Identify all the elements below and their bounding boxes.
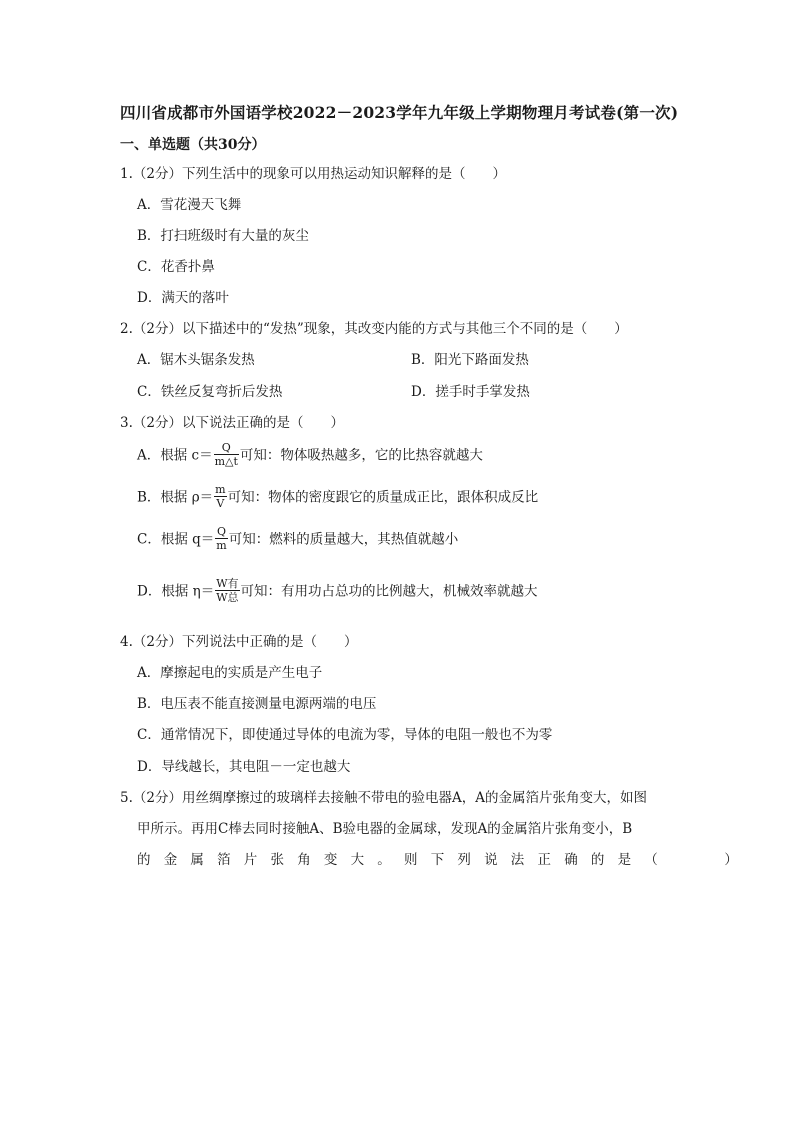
fraction-numerator: Q xyxy=(216,525,226,538)
question-4-option-b[interactable]: B．电压表不能直接测量电源两端的电压 xyxy=(137,696,377,712)
question-1-option-b[interactable]: B．打扫班级时有大量的灰尘 xyxy=(137,228,309,244)
question-5-stem-line-2: 甲所示。再用C棒去同时接触A、B验电器的金属球，发现A的金属箔片张角变小，B xyxy=(137,821,633,837)
question-4-option-a[interactable]: A．摩擦起电的实质是产生电子 xyxy=(137,665,323,681)
question-2-stem: 2.（2分）以下描述中的“发热”现象，其改变内能的方式与其他三个不同的是（ ） xyxy=(120,321,628,337)
formula-fraction xyxy=(215,578,239,604)
fraction-denominator: W总 xyxy=(216,591,239,604)
option-d-prefix: D．根据 η＝ xyxy=(137,583,215,600)
option-a-prefix: A．根据 c＝ xyxy=(137,447,213,464)
formula-fraction xyxy=(214,484,226,510)
option-b-text: 可知：物体的密度跟它的质量成正比，跟体积成反比 xyxy=(227,489,539,506)
option-a-text: 可知：物体吸热越多，它的比热容就越大 xyxy=(239,447,483,464)
fraction-numerator: Q xyxy=(214,442,239,455)
question-1-stem: 1.（2分）下列生活中的现象可以用热运动知识解释的是（ ） xyxy=(120,166,506,182)
question-5-stem-line-3: 的金属箔片张角变大。则下列说法正确的是（ ） xyxy=(137,852,752,868)
question-2-option-a[interactable]: A．锯木头锯条发热 xyxy=(137,352,255,368)
formula-fraction xyxy=(214,442,239,468)
question-1-option-c[interactable]: C．花香扑鼻 xyxy=(137,259,215,275)
formula-fraction xyxy=(215,526,227,552)
fraction-denominator: m xyxy=(216,539,227,552)
option-b-prefix: B．根据 ρ＝ xyxy=(137,489,214,506)
question-4-stem: 4.（2分）下列说法中正确的是（ ） xyxy=(120,634,358,650)
question-3-option-a[interactable] xyxy=(137,443,483,469)
question-5-stem-line-1: 5.（2分）用丝绸摩擦过的玻璃样去接触不带电的验电器A，A的金属箔片张角变大，如图 xyxy=(120,790,647,806)
option-c-prefix: C．根据 q＝ xyxy=(137,531,215,548)
section-heading: 一、单选题（共30分） xyxy=(120,137,266,153)
question-2-option-c[interactable]: C．铁丝反复弯折后发热 xyxy=(137,384,283,400)
question-3-option-d[interactable] xyxy=(137,579,538,605)
question-1-option-a[interactable]: A．雪花漫天飞舞 xyxy=(137,197,242,213)
option-c-text: 可知：燃料的质量越大，其热值就越小 xyxy=(228,531,459,548)
question-3-option-c[interactable] xyxy=(137,527,458,553)
fraction-numerator: m xyxy=(215,483,226,496)
question-4-option-d[interactable]: D．导线越长，其电阻－一定也越大 xyxy=(137,759,351,775)
question-3-stem: 3.（2分）以下说法正确的是（ ） xyxy=(120,415,344,431)
question-3-option-b[interactable] xyxy=(137,485,538,511)
question-1-option-d[interactable]: D．满天的落叶 xyxy=(137,290,229,306)
fraction-denominator: m△t xyxy=(214,455,238,468)
fraction-denominator: V xyxy=(216,497,225,510)
question-2-option-b[interactable]: B．阳光下路面发热 xyxy=(411,352,529,368)
exam-title: 四川省成都市外国语学校2022－2023学年九年级上学期物理月考试卷(第一次) xyxy=(120,103,679,122)
question-4-option-c[interactable]: C．通常情况下，即使通过导体的电流为零，导体的电阻一般也不为零 xyxy=(137,727,553,743)
fraction-numerator: W有 xyxy=(216,577,239,590)
question-2-option-d[interactable]: D．搓手时手掌发热 xyxy=(411,384,530,400)
option-d-text: 可知：有用功占总功的比例越大，机械效率就越大 xyxy=(240,583,538,600)
